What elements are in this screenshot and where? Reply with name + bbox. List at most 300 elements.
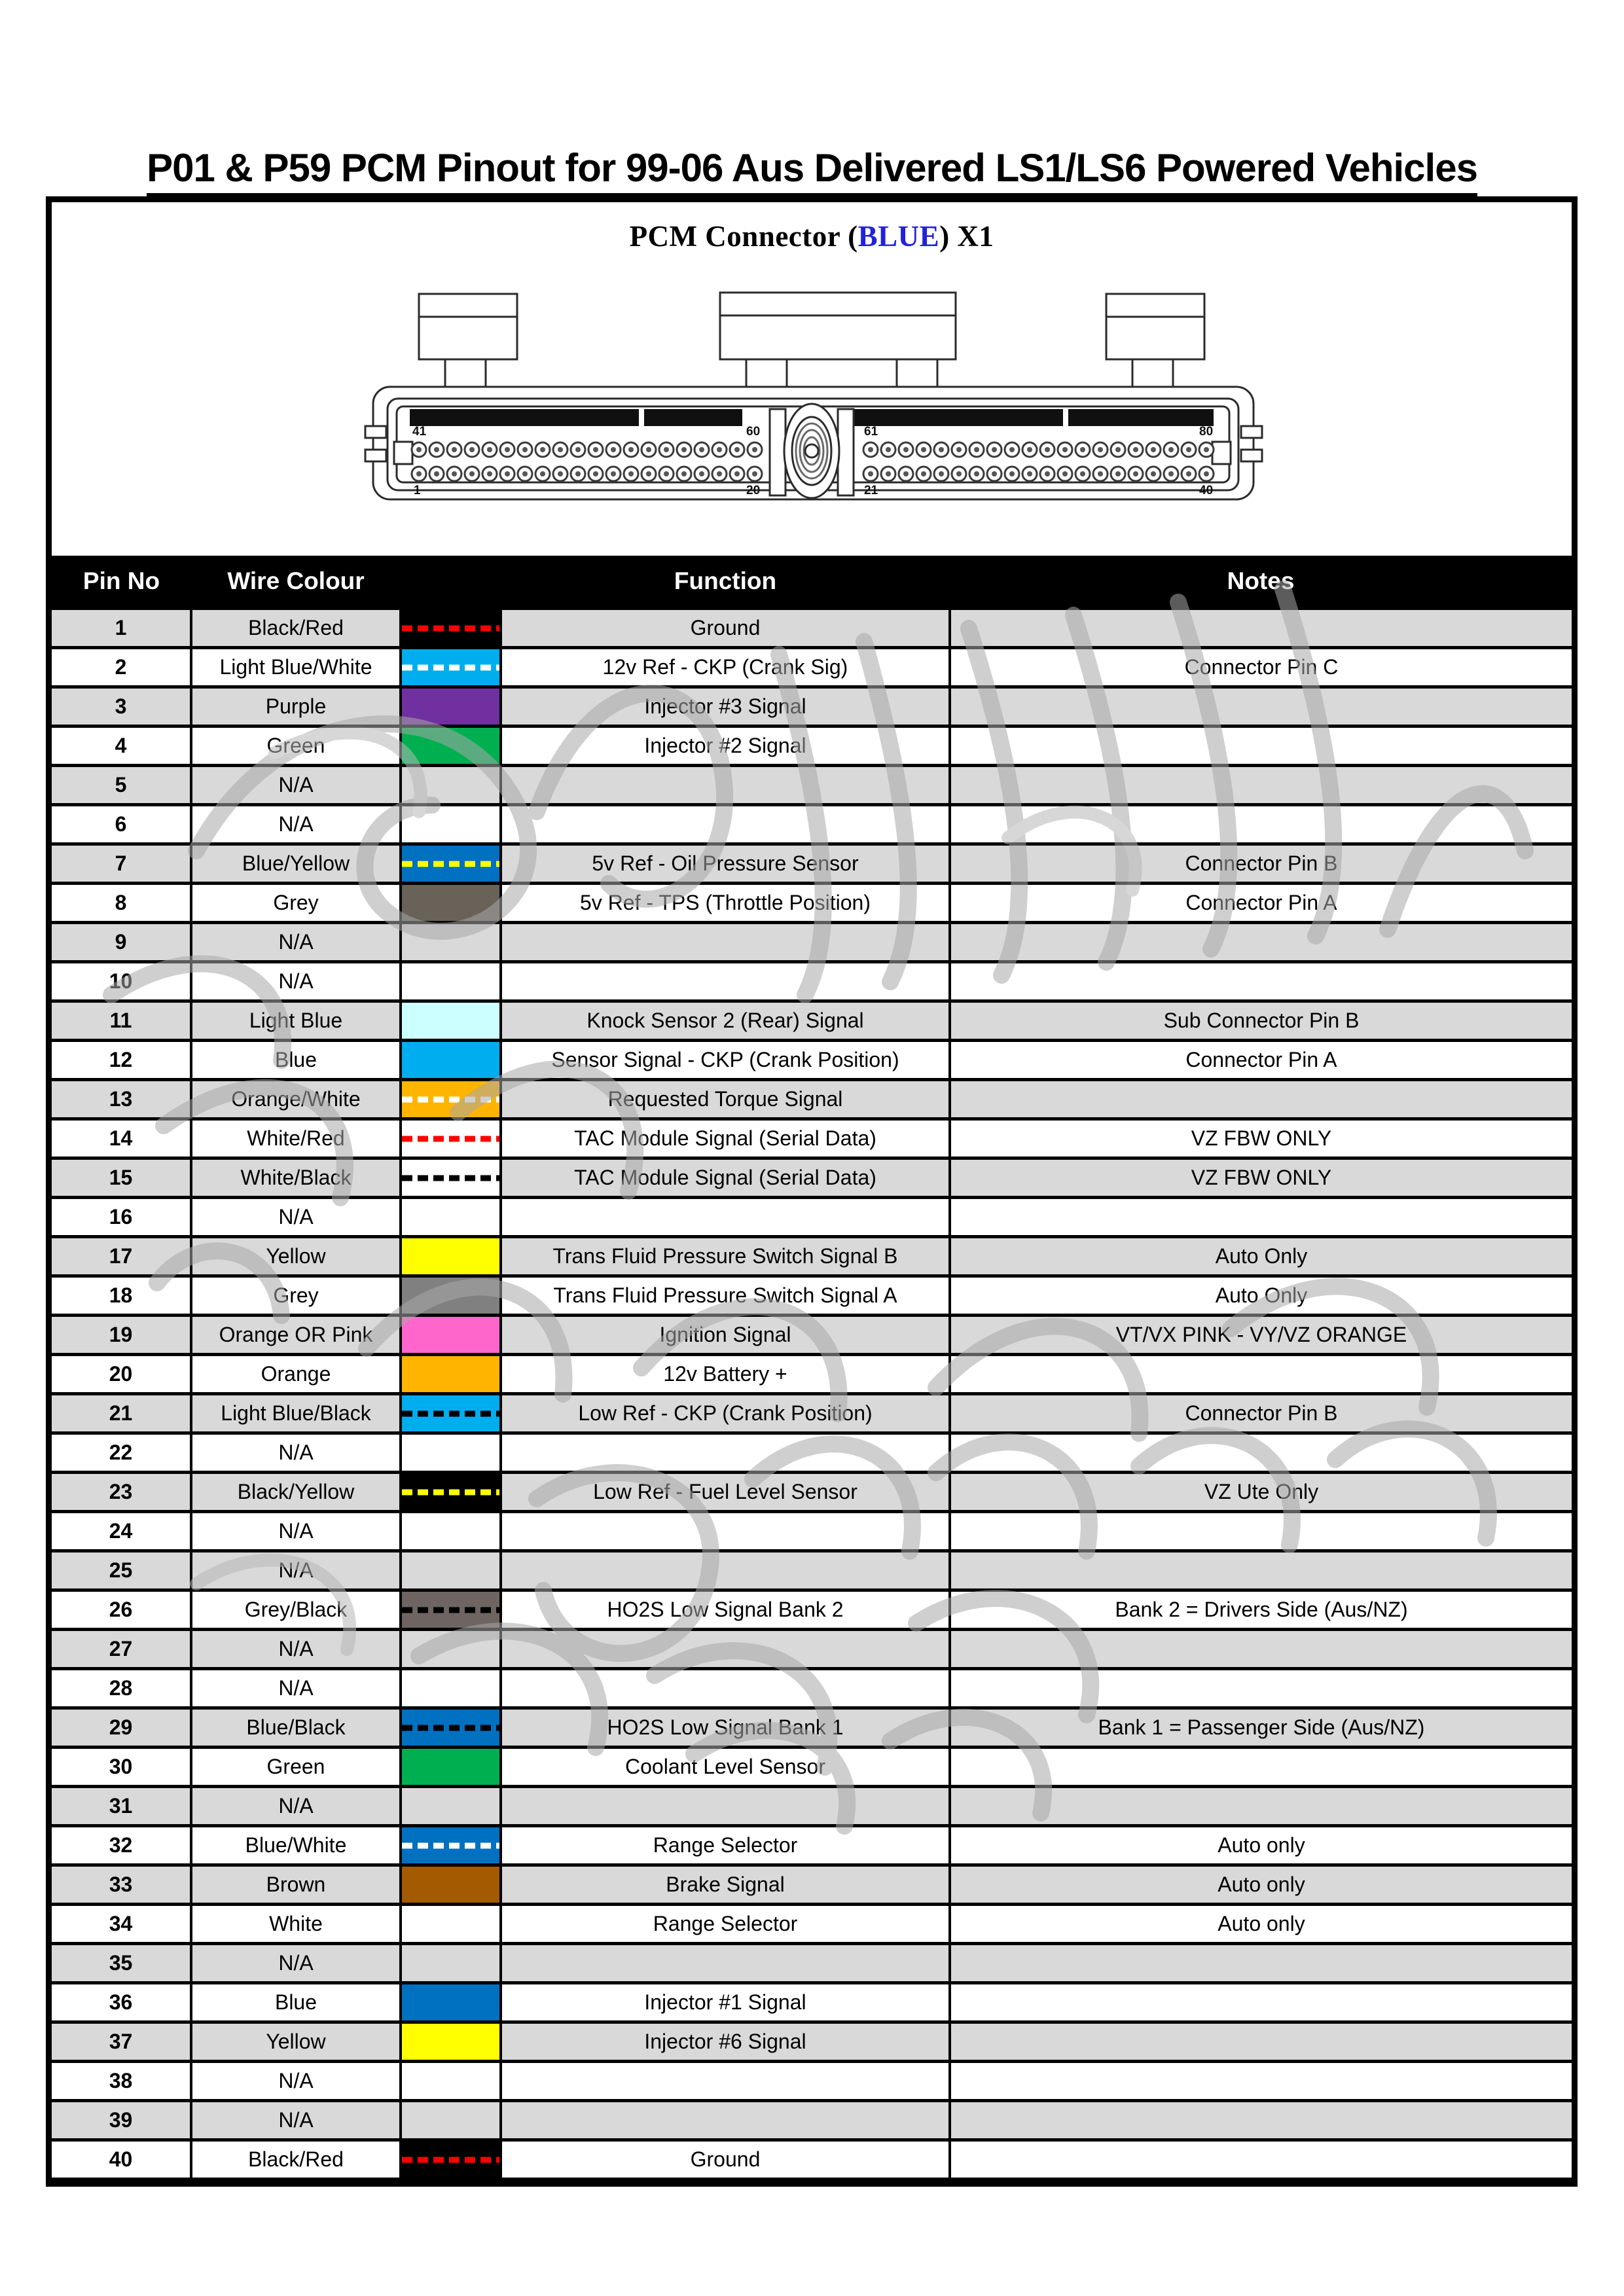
cell-colour-swatch: [401, 1433, 501, 1473]
table-row: [52, 1983, 1572, 2022]
cell-colour-swatch: [401, 1041, 501, 1080]
cell-function: Injector #3 Signal: [501, 687, 950, 726]
wire-stripe: [402, 1607, 499, 1613]
cell-pin-no: 1: [52, 609, 191, 648]
pin-label-20: 20: [746, 484, 761, 497]
cell-colour-swatch: [401, 2022, 501, 2062]
cell-pin-no: 22: [52, 1433, 191, 1473]
table-row: [52, 1433, 1572, 1473]
cell-pin-no: 9: [52, 923, 191, 962]
cell-wire-colour: Grey: [191, 884, 401, 923]
table-row: [52, 1590, 1572, 1630]
cell-notes: [950, 923, 1572, 962]
wire-colour-swatch: [402, 885, 499, 921]
table-row: [52, 923, 1572, 962]
cell-function: 12v Ref - CKP (Crank Sig): [501, 648, 950, 687]
cell-function: Ground: [501, 609, 950, 648]
wire-colour-swatch: [402, 963, 499, 999]
cell-colour-swatch: [401, 2140, 501, 2179]
cell-colour-swatch: [401, 1708, 501, 1748]
wire-stripe: [402, 1489, 499, 1495]
cell-function: [501, 962, 950, 1001]
pin-label-21: 21: [864, 484, 878, 497]
cell-wire-colour: N/A: [191, 1433, 401, 1473]
cell-notes: [950, 962, 1572, 1001]
cell-wire-colour: Orange OR Pink: [191, 1316, 401, 1355]
cell-pin-no: 18: [52, 1276, 191, 1316]
cell-wire-colour: Black/Yellow: [191, 1473, 401, 1512]
cell-function: [501, 1944, 950, 1983]
table-row: [52, 2140, 1572, 2179]
cell-pin-no: 11: [52, 1001, 191, 1041]
cell-pin-no: 35: [52, 1944, 191, 1983]
cell-notes: VZ FBW ONLY: [950, 1158, 1572, 1198]
cell-notes: [950, 1355, 1572, 1394]
cell-function: Ground: [501, 2140, 950, 2179]
wire-colour-swatch: [402, 1003, 499, 1039]
table-row: [52, 1119, 1572, 1158]
table-row: [52, 1551, 1572, 1590]
cell-function: 5v Ref - Oil Pressure Sensor: [501, 844, 950, 884]
wire-stripe: [402, 1136, 499, 1141]
cell-function: Trans Fluid Pressure Switch Signal B: [501, 1237, 950, 1276]
wire-stripe: [402, 1096, 499, 1102]
cell-wire-colour: Blue: [191, 1983, 401, 2022]
cell-function: [501, 923, 950, 962]
cell-colour-swatch: [401, 609, 501, 648]
cell-pin-no: 14: [52, 1119, 191, 1158]
wire-colour-swatch: [402, 728, 499, 764]
cell-function: Ignition Signal: [501, 1316, 950, 1355]
cell-wire-colour: N/A: [191, 923, 401, 962]
wire-colour-swatch: [402, 1592, 499, 1628]
column-header-swatch: [401, 556, 501, 609]
pin-label-61: 61: [864, 425, 878, 439]
cell-notes: [950, 1630, 1572, 1669]
cell-wire-colour: N/A: [191, 1512, 401, 1551]
cell-pin-no: 37: [52, 2022, 191, 2062]
cell-wire-colour: N/A: [191, 2101, 401, 2140]
cell-pin-no: 34: [52, 1905, 191, 1944]
cell-notes: [950, 2062, 1572, 2101]
cell-colour-swatch: [401, 2101, 501, 2140]
connector-caption-prefix: PCM Connector (: [629, 220, 858, 253]
cell-notes: [950, 1748, 1572, 1787]
cell-colour-swatch: [401, 2062, 501, 2101]
cell-function: Brake Signal: [501, 1865, 950, 1905]
cell-wire-colour: N/A: [191, 1630, 401, 1669]
wire-colour-swatch: [402, 1552, 499, 1588]
cell-wire-colour: N/A: [191, 1198, 401, 1237]
cell-pin-no: 16: [52, 1198, 191, 1237]
cell-colour-swatch: [401, 1905, 501, 1944]
cell-wire-colour: White: [191, 1905, 401, 1944]
cell-notes: Connector Pin B: [950, 1394, 1572, 1433]
wire-colour-swatch: [402, 767, 499, 803]
cell-wire-colour: N/A: [191, 1551, 401, 1590]
table-row: [52, 1630, 1572, 1669]
wire-colour-swatch: [402, 846, 499, 882]
cell-colour-swatch: [401, 1158, 501, 1198]
cell-notes: [950, 1433, 1572, 1473]
cell-pin-no: 23: [52, 1473, 191, 1512]
cell-pin-no: 21: [52, 1394, 191, 1433]
column-header-function: Function: [501, 556, 950, 609]
cell-colour-swatch: [401, 687, 501, 726]
wire-colour-swatch: [402, 1121, 499, 1157]
cell-pin-no: 5: [52, 766, 191, 805]
cell-colour-swatch: [401, 1355, 501, 1394]
wire-colour-swatch: [402, 1435, 499, 1471]
cell-colour-swatch: [401, 1944, 501, 1983]
cell-pin-no: 33: [52, 1865, 191, 1905]
cell-pin-no: 6: [52, 805, 191, 844]
cell-colour-swatch: [401, 1669, 501, 1708]
table-row: [52, 1826, 1572, 1865]
cell-colour-swatch: [401, 1080, 501, 1119]
cell-colour-swatch: [401, 766, 501, 805]
cell-function: TAC Module Signal (Serial Data): [501, 1119, 950, 1158]
wire-colour-swatch: [402, 1474, 499, 1510]
cell-pin-no: 15: [52, 1158, 191, 1198]
cell-notes: Connector Pin A: [950, 1041, 1572, 1080]
cell-colour-swatch: [401, 1237, 501, 1276]
connector-panel: [52, 202, 1572, 556]
table-row: [52, 648, 1572, 687]
cell-colour-swatch: [401, 1983, 501, 2022]
cell-pin-no: 10: [52, 962, 191, 1001]
table-row: [52, 1276, 1572, 1316]
cell-wire-colour: N/A: [191, 766, 401, 805]
table-row: [52, 884, 1572, 923]
wire-colour-swatch: [402, 1710, 499, 1746]
cell-pin-no: 3: [52, 687, 191, 726]
cell-wire-colour: Grey/Black: [191, 1590, 401, 1630]
wire-stripe: [402, 2157, 499, 2162]
wire-colour-swatch: [402, 649, 499, 685]
table-row: [52, 1316, 1572, 1355]
cell-pin-no: 24: [52, 1512, 191, 1551]
cell-colour-swatch: [401, 1551, 501, 1590]
cell-colour-swatch: [401, 962, 501, 1001]
cell-notes: Auto only: [950, 1865, 1572, 1905]
cell-pin-no: 38: [52, 2062, 191, 2101]
wire-colour-swatch: [402, 689, 499, 725]
wire-stripe: [402, 1725, 499, 1731]
cell-function: [501, 1551, 950, 1590]
cell-function: 5v Ref - TPS (Throttle Position): [501, 884, 950, 923]
table-row: [52, 962, 1572, 1001]
cell-colour-swatch: [401, 726, 501, 766]
cell-notes: VZ Ute Only: [950, 1473, 1572, 1512]
cell-pin-no: 20: [52, 1355, 191, 1394]
pin-label-60: 60: [746, 425, 761, 439]
table-row: [52, 1001, 1572, 1041]
cell-pin-no: 36: [52, 1983, 191, 2022]
cell-colour-swatch: [401, 1865, 501, 1905]
cell-notes: [950, 2022, 1572, 2062]
wire-colour-swatch: [402, 1827, 499, 1863]
wire-stripe: [402, 861, 499, 867]
wire-colour-swatch: [402, 1631, 499, 1667]
cell-wire-colour: N/A: [191, 805, 401, 844]
pin-label-40: 40: [1199, 484, 1214, 497]
cell-function: [501, 2101, 950, 2140]
table-row: [52, 1865, 1572, 1905]
wire-colour-swatch: [402, 2142, 499, 2178]
cell-notes: Connector Pin A: [950, 884, 1572, 923]
cell-notes: [950, 1983, 1572, 2022]
cell-notes: [950, 2140, 1572, 2179]
pinout-sheet: [46, 196, 1578, 2187]
table-row: [52, 766, 1572, 805]
cell-colour-swatch: [401, 1119, 501, 1158]
table-row: [52, 1905, 1572, 1944]
cell-notes: Connector Pin B: [950, 844, 1572, 884]
cell-function: Range Selector: [501, 1826, 950, 1865]
cell-function: 12v Battery +: [501, 1355, 950, 1394]
cell-pin-no: 7: [52, 844, 191, 884]
wire-colour-swatch: [402, 2024, 499, 2060]
wire-colour-swatch: [402, 806, 499, 842]
cell-colour-swatch: [401, 1590, 501, 1630]
cell-notes: VZ FBW ONLY: [950, 1119, 1572, 1158]
cell-function: [501, 2062, 950, 2101]
table-row: [52, 609, 1572, 648]
cell-function: Knock Sensor 2 (Rear) Signal: [501, 1001, 950, 1041]
cell-notes: Auto only: [950, 1905, 1572, 1944]
cell-function: Range Selector: [501, 1905, 950, 1944]
wire-colour-swatch: [402, 1395, 499, 1431]
cell-function: [501, 1198, 950, 1237]
pinout-table-body: [52, 609, 1572, 2179]
cell-wire-colour: Light Blue/Black: [191, 1394, 401, 1433]
page-title: [0, 145, 1624, 199]
cell-notes: Connector Pin C: [950, 648, 1572, 687]
wire-colour-swatch: [402, 2063, 499, 2099]
wire-colour-swatch: [402, 1199, 499, 1235]
wire-colour-swatch: [402, 1867, 499, 1903]
cell-wire-colour: Black/Red: [191, 2140, 401, 2179]
cell-colour-swatch: [401, 648, 501, 687]
cell-pin-no: 12: [52, 1041, 191, 1080]
cell-colour-swatch: [401, 1630, 501, 1669]
wire-stripe: [402, 1175, 499, 1181]
table-row: [52, 844, 1572, 884]
cell-colour-swatch: [401, 1001, 501, 1041]
table-row: [52, 805, 1572, 844]
table-bottom-rule: [52, 2181, 1572, 2187]
wire-colour-swatch: [402, 1984, 499, 2020]
cell-pin-no: 40: [52, 2140, 191, 2179]
wire-stripe: [402, 664, 499, 670]
table-row: [52, 1041, 1572, 1080]
cell-notes: [950, 726, 1572, 766]
table-row: [52, 1237, 1572, 1276]
cell-notes: [950, 766, 1572, 805]
cell-function: TAC Module Signal (Serial Data): [501, 1158, 950, 1198]
cell-function: [501, 1433, 950, 1473]
table-row: [52, 1787, 1572, 1826]
cell-wire-colour: Purple: [191, 687, 401, 726]
table-header-row: [52, 556, 1572, 609]
wire-colour-swatch: [402, 2102, 499, 2138]
cell-wire-colour: Green: [191, 1748, 401, 1787]
table-row: [52, 687, 1572, 726]
column-header-pin: Pin No: [52, 556, 191, 609]
cell-notes: VT/VX PINK - VY/VZ ORANGE: [950, 1316, 1572, 1355]
cell-colour-swatch: [401, 1748, 501, 1787]
cell-notes: [950, 1944, 1572, 1983]
cell-function: Injector #2 Signal: [501, 726, 950, 766]
table-row: [52, 1669, 1572, 1708]
cell-colour-swatch: [401, 884, 501, 923]
cell-wire-colour: Black/Red: [191, 609, 401, 648]
cell-notes: [950, 1669, 1572, 1708]
table-row: [52, 1080, 1572, 1119]
cell-function: [501, 766, 950, 805]
cell-notes: [950, 2101, 1572, 2140]
wire-stripe: [402, 625, 499, 631]
cell-notes: Auto only: [950, 1826, 1572, 1865]
cell-wire-colour: Green: [191, 726, 401, 766]
wire-colour-swatch: [402, 1670, 499, 1706]
wire-colour-swatch: [402, 1081, 499, 1117]
cell-wire-colour: Orange/White: [191, 1080, 401, 1119]
cell-function: Injector #6 Signal: [501, 2022, 950, 2062]
wire-colour-swatch: [402, 1356, 499, 1392]
table-row: [52, 2101, 1572, 2140]
wire-colour-swatch: [402, 1513, 499, 1549]
wire-colour-swatch: [402, 610, 499, 646]
table-row: [52, 2062, 1572, 2101]
cell-notes: [950, 687, 1572, 726]
cell-wire-colour: Grey: [191, 1276, 401, 1316]
cell-function: [501, 805, 950, 844]
wire-stripe: [402, 1842, 499, 1848]
wire-colour-swatch: [402, 1906, 499, 1942]
cell-notes: [950, 609, 1572, 648]
cell-pin-no: 31: [52, 1787, 191, 1826]
table-row: [52, 2022, 1572, 2062]
cell-colour-swatch: [401, 844, 501, 884]
wire-colour-swatch: [402, 1788, 499, 1824]
cell-notes: [950, 805, 1572, 844]
pin-label-1: 1: [414, 484, 421, 497]
table-row: [52, 1512, 1572, 1551]
cell-function: [501, 1669, 950, 1708]
cell-wire-colour: N/A: [191, 1944, 401, 1983]
cell-wire-colour: Light Blue/White: [191, 648, 401, 687]
cell-notes: Bank 1 = Passenger Side (Aus/NZ): [950, 1708, 1572, 1748]
cell-pin-no: 28: [52, 1669, 191, 1708]
cell-pin-no: 19: [52, 1316, 191, 1355]
table-row: [52, 1708, 1572, 1748]
cell-colour-swatch: [401, 1473, 501, 1512]
cell-notes: Bank 2 = Drivers Side (Aus/NZ): [950, 1590, 1572, 1630]
cell-function: HO2S Low Signal Bank 2: [501, 1590, 950, 1630]
connector-caption: [52, 219, 1572, 253]
cell-colour-swatch: [401, 1394, 501, 1433]
cell-wire-colour: Blue/Black: [191, 1708, 401, 1748]
cell-function: Low Ref - CKP (Crank Position): [501, 1394, 950, 1433]
cell-pin-no: 26: [52, 1590, 191, 1630]
cell-pin-no: 25: [52, 1551, 191, 1590]
cell-wire-colour: Orange: [191, 1355, 401, 1394]
cell-function: Requested Torque Signal: [501, 1080, 950, 1119]
cell-notes: [950, 1551, 1572, 1590]
table-row: [52, 1158, 1572, 1198]
cell-pin-no: 8: [52, 884, 191, 923]
cell-notes: [950, 1787, 1572, 1826]
table-row: [52, 1748, 1572, 1787]
cell-function: Coolant Level Sensor: [501, 1748, 950, 1787]
wire-colour-swatch: [402, 1042, 499, 1078]
cell-notes: [950, 1512, 1572, 1551]
wire-stripe: [402, 1410, 499, 1416]
cell-wire-colour: N/A: [191, 962, 401, 1001]
cell-wire-colour: White/Red: [191, 1119, 401, 1158]
cell-wire-colour: Blue/White: [191, 1826, 401, 1865]
table-row: [52, 1473, 1572, 1512]
cell-wire-colour: Yellow: [191, 2022, 401, 2062]
cell-notes: Auto Only: [950, 1276, 1572, 1316]
cell-colour-swatch: [401, 1276, 501, 1316]
cell-pin-no: 27: [52, 1630, 191, 1669]
cell-wire-colour: White/Black: [191, 1158, 401, 1198]
connector-caption-suffix: ) X1: [939, 220, 994, 253]
cell-wire-colour: Blue/Yellow: [191, 844, 401, 884]
page-title-text: P01 & P59 PCM Pinout for 99-06 Aus Delivered LS1/LS6 Powered Vehicles: [147, 145, 1477, 199]
connector-caption-colour-word: BLUE: [857, 220, 940, 253]
table-row: [52, 1394, 1572, 1433]
cell-notes: [950, 1198, 1572, 1237]
cell-function: Low Ref - Fuel Level Sensor: [501, 1473, 950, 1512]
cell-wire-colour: Yellow: [191, 1237, 401, 1276]
column-header-colour: Wire Colour: [191, 556, 401, 609]
cell-pin-no: 32: [52, 1826, 191, 1865]
cell-wire-colour: N/A: [191, 1669, 401, 1708]
cell-notes: Auto Only: [950, 1237, 1572, 1276]
cell-function: [501, 1512, 950, 1551]
pin-label-80: 80: [1199, 425, 1214, 439]
cell-wire-colour: Light Blue: [191, 1001, 401, 1041]
cell-notes: [950, 1080, 1572, 1119]
pin-label-41: 41: [412, 425, 427, 439]
column-header-notes: Notes: [950, 556, 1572, 609]
cell-colour-swatch: [401, 805, 501, 844]
pcm-connector-diagram: [353, 287, 1270, 503]
table-row: [52, 1355, 1572, 1394]
cell-wire-colour: Blue: [191, 1041, 401, 1080]
cell-function: [501, 1630, 950, 1669]
wire-colour-swatch: [402, 1317, 499, 1353]
cell-wire-colour: N/A: [191, 1787, 401, 1826]
cell-pin-no: 2: [52, 648, 191, 687]
cell-function: Injector #1 Signal: [501, 1983, 950, 2022]
cell-pin-no: 30: [52, 1748, 191, 1787]
table-row: [52, 1198, 1572, 1237]
cell-colour-swatch: [401, 923, 501, 962]
cell-colour-swatch: [401, 1198, 501, 1237]
cell-function: Sensor Signal - CKP (Crank Position): [501, 1041, 950, 1080]
cell-colour-swatch: [401, 1316, 501, 1355]
cell-pin-no: 29: [52, 1708, 191, 1748]
cell-function: HO2S Low Signal Bank 1: [501, 1708, 950, 1748]
cell-colour-swatch: [401, 1787, 501, 1826]
cell-colour-swatch: [401, 1512, 501, 1551]
cell-notes: Sub Connector Pin B: [950, 1001, 1572, 1041]
